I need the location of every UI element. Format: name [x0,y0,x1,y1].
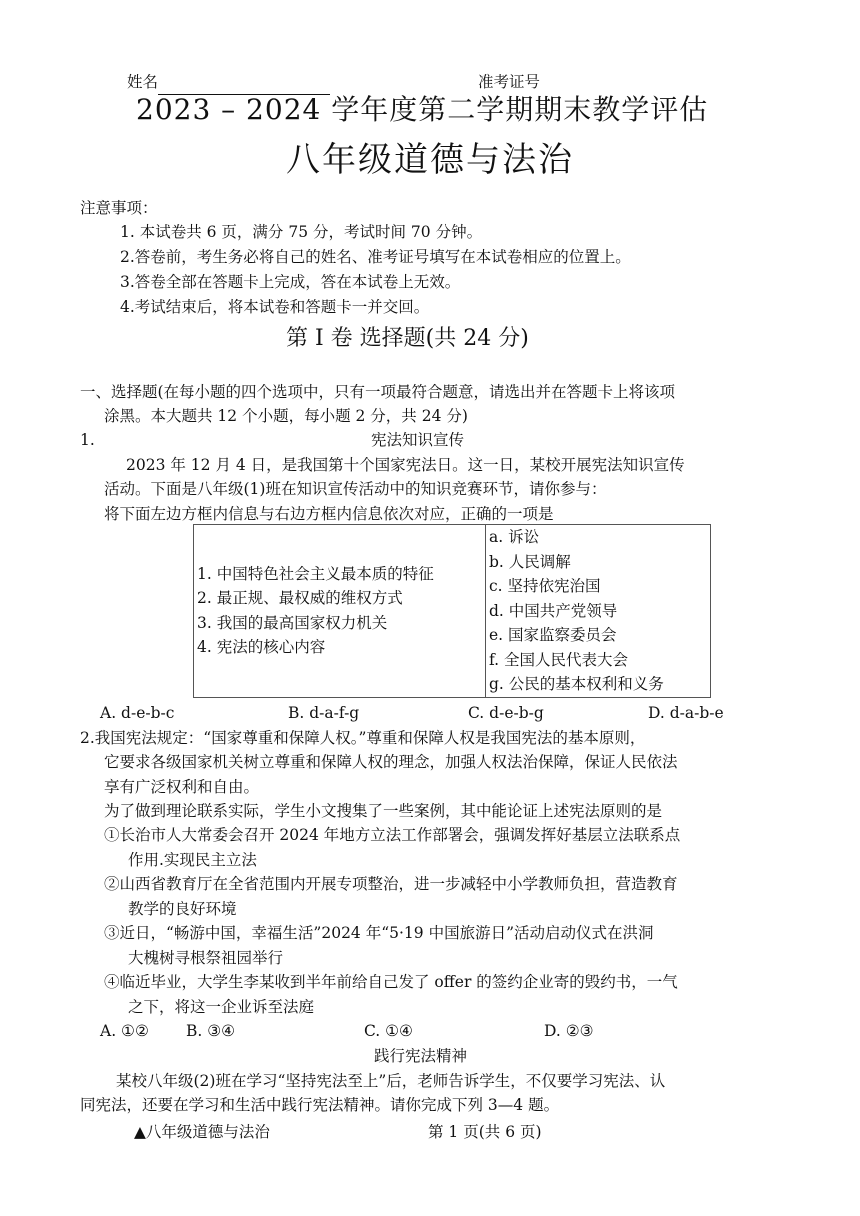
section2-topic: 践行宪法精神 [374,1047,468,1065]
q1-topic: 宪法知识宣传 [371,431,465,449]
note-item: 3.答卷全部在答题卡上完成，答在本试卷上无效。 [120,273,461,291]
exam-title: 2023 – 2024 学年度第二学期期末教学评估 [136,93,709,126]
q2-item-2-cont: 教学的良好环境 [128,900,237,918]
right-item: d. 中国共产党领导 [489,601,618,620]
left-box [194,525,486,698]
q2-item-4: ④临近毕业，大学生李某收到半年前给自己发了 offer 的签约企业寄的毁约书，一气 [104,973,678,991]
q1-intro: 2023 年 12 月 4 日，是我国第十个国家宪法日。这一日，某校开展宪法知识宣传 [126,456,685,474]
right-item: c. 坚持依宪治国 [489,577,601,595]
right-box [486,525,711,698]
exam-id-label: 准考证号 [478,73,541,91]
q1-option-d: D. d-a-b-e [648,704,724,722]
left-item: 1. 中国特色社会主义最本质的特征 [197,564,434,583]
right-item: b. 人民调解 [489,552,571,571]
q2-option-a: A. ①② [100,1022,149,1040]
name-label: 姓名 [127,73,159,91]
q1-option-c: C. d-e-b-g [468,704,544,722]
right-item: a. 诉讼 [489,528,540,546]
q2-item-3: ③近日，“畅游中国，幸福生活”2024 年“5·19 中国旅游日”活动启动仪式在洪洞 [104,924,654,942]
part1-instruction: 一、选择题(在每小题的四个选项中，只有一项最符合题意，请选出并在答题卡上将该项 [80,383,676,401]
q2-option-b: B. ③④ [186,1022,236,1040]
q2-option-c: C. ①④ [364,1022,413,1040]
note-item: 1. 本试卷共 6 页，满分 75 分，考试时间 70 分钟。 [120,223,483,241]
left-item: 4. 宪法的核心内容 [197,638,326,657]
notes-heading: 注意事项： [80,199,158,217]
right-item: e. 国家监察委员会 [489,626,617,644]
note-item: 2.答卷前，考生务必将自己的姓名、准考证号填写在本试卷相应的位置上。 [120,248,631,266]
q2-item-1-cont: 作用.实现民主立法 [128,851,257,869]
subject-title: 八年级道德与法治 [286,140,574,180]
section2-text-cont: 同宪法，还要在学习和生活中践行宪法精神。请你完成下列 3—4 题。 [80,1096,560,1114]
page-number: 第 1 页(共 6 页) [428,1123,542,1141]
q1-option-a: A. d-e-b-c [100,704,175,722]
matching-table [193,524,711,698]
q2-text-cont: 它要求各级国家机关树立尊重和保障人权的理念，加强人权法治保障，保证人民依法 [104,753,678,771]
left-item: 3. 我国的最高国家权力机关 [197,613,388,632]
part1-title: 第 I 卷 选择题(共 24 分) [286,326,529,351]
q2-text-cont: 享有广泛权利和自由。 [104,778,260,796]
q2-text: 2.我国宪法规定：“国家尊重和保障人权。”尊重和保障人权是我国宪法的基本原则， [80,729,646,747]
q1-intro-cont: 活动。下面是八年级(1)班在知识宣传活动中的知识竞赛环节，请你参与： [104,480,607,498]
q1-stem: 将下面左边方框内信息与右边方框内信息依次对应，正确的一项是 [104,505,554,523]
q2-stem: 为了做到理论联系实际，学生小文搜集了一些案例，其中能论证上述宪法原则的是 [104,802,663,820]
right-item: g. 公民的基本权利和义务 [489,675,664,693]
q2-item-3-cont: 大槐树寻根祭祖园举行 [128,949,284,967]
name-blank [158,76,330,95]
note-item: 4.考试结束后，将本试卷和答题卡一并交回。 [120,298,430,316]
q1-option-b: B. d-a-f-g [288,704,360,722]
name-field [127,70,330,95]
q2-item-1: ①长治市人大常委会召开 2024 年地方立法工作部署会，强调发挥好基层立法联系点 [104,826,681,844]
right-item: f. 全国人民代表大会 [489,650,629,669]
q2-option-d: D. ②③ [544,1022,594,1040]
q2-item-4-cont: 之下，将这一企业诉至法庭 [128,998,315,1016]
section2-text: 某校八年级(2)班在学习“坚持宪法至上”后，老师告诉学生，不仅要学习宪法、认 [116,1072,666,1090]
q1-number: 1. [80,431,95,449]
q2-item-2: ②山西省教育厅在全省范围内开展专项整治，进一步减轻中小学教师负担，营造教育 [104,875,678,893]
footer-subject: ▲八年级道德与法治 [134,1123,270,1141]
part1-instruction-cont: 涂黑。本大题共 12 个小题，每小题 2 分，共 24 分) [104,407,468,425]
left-item: 2. 最正规、最权威的维权方式 [197,589,403,608]
